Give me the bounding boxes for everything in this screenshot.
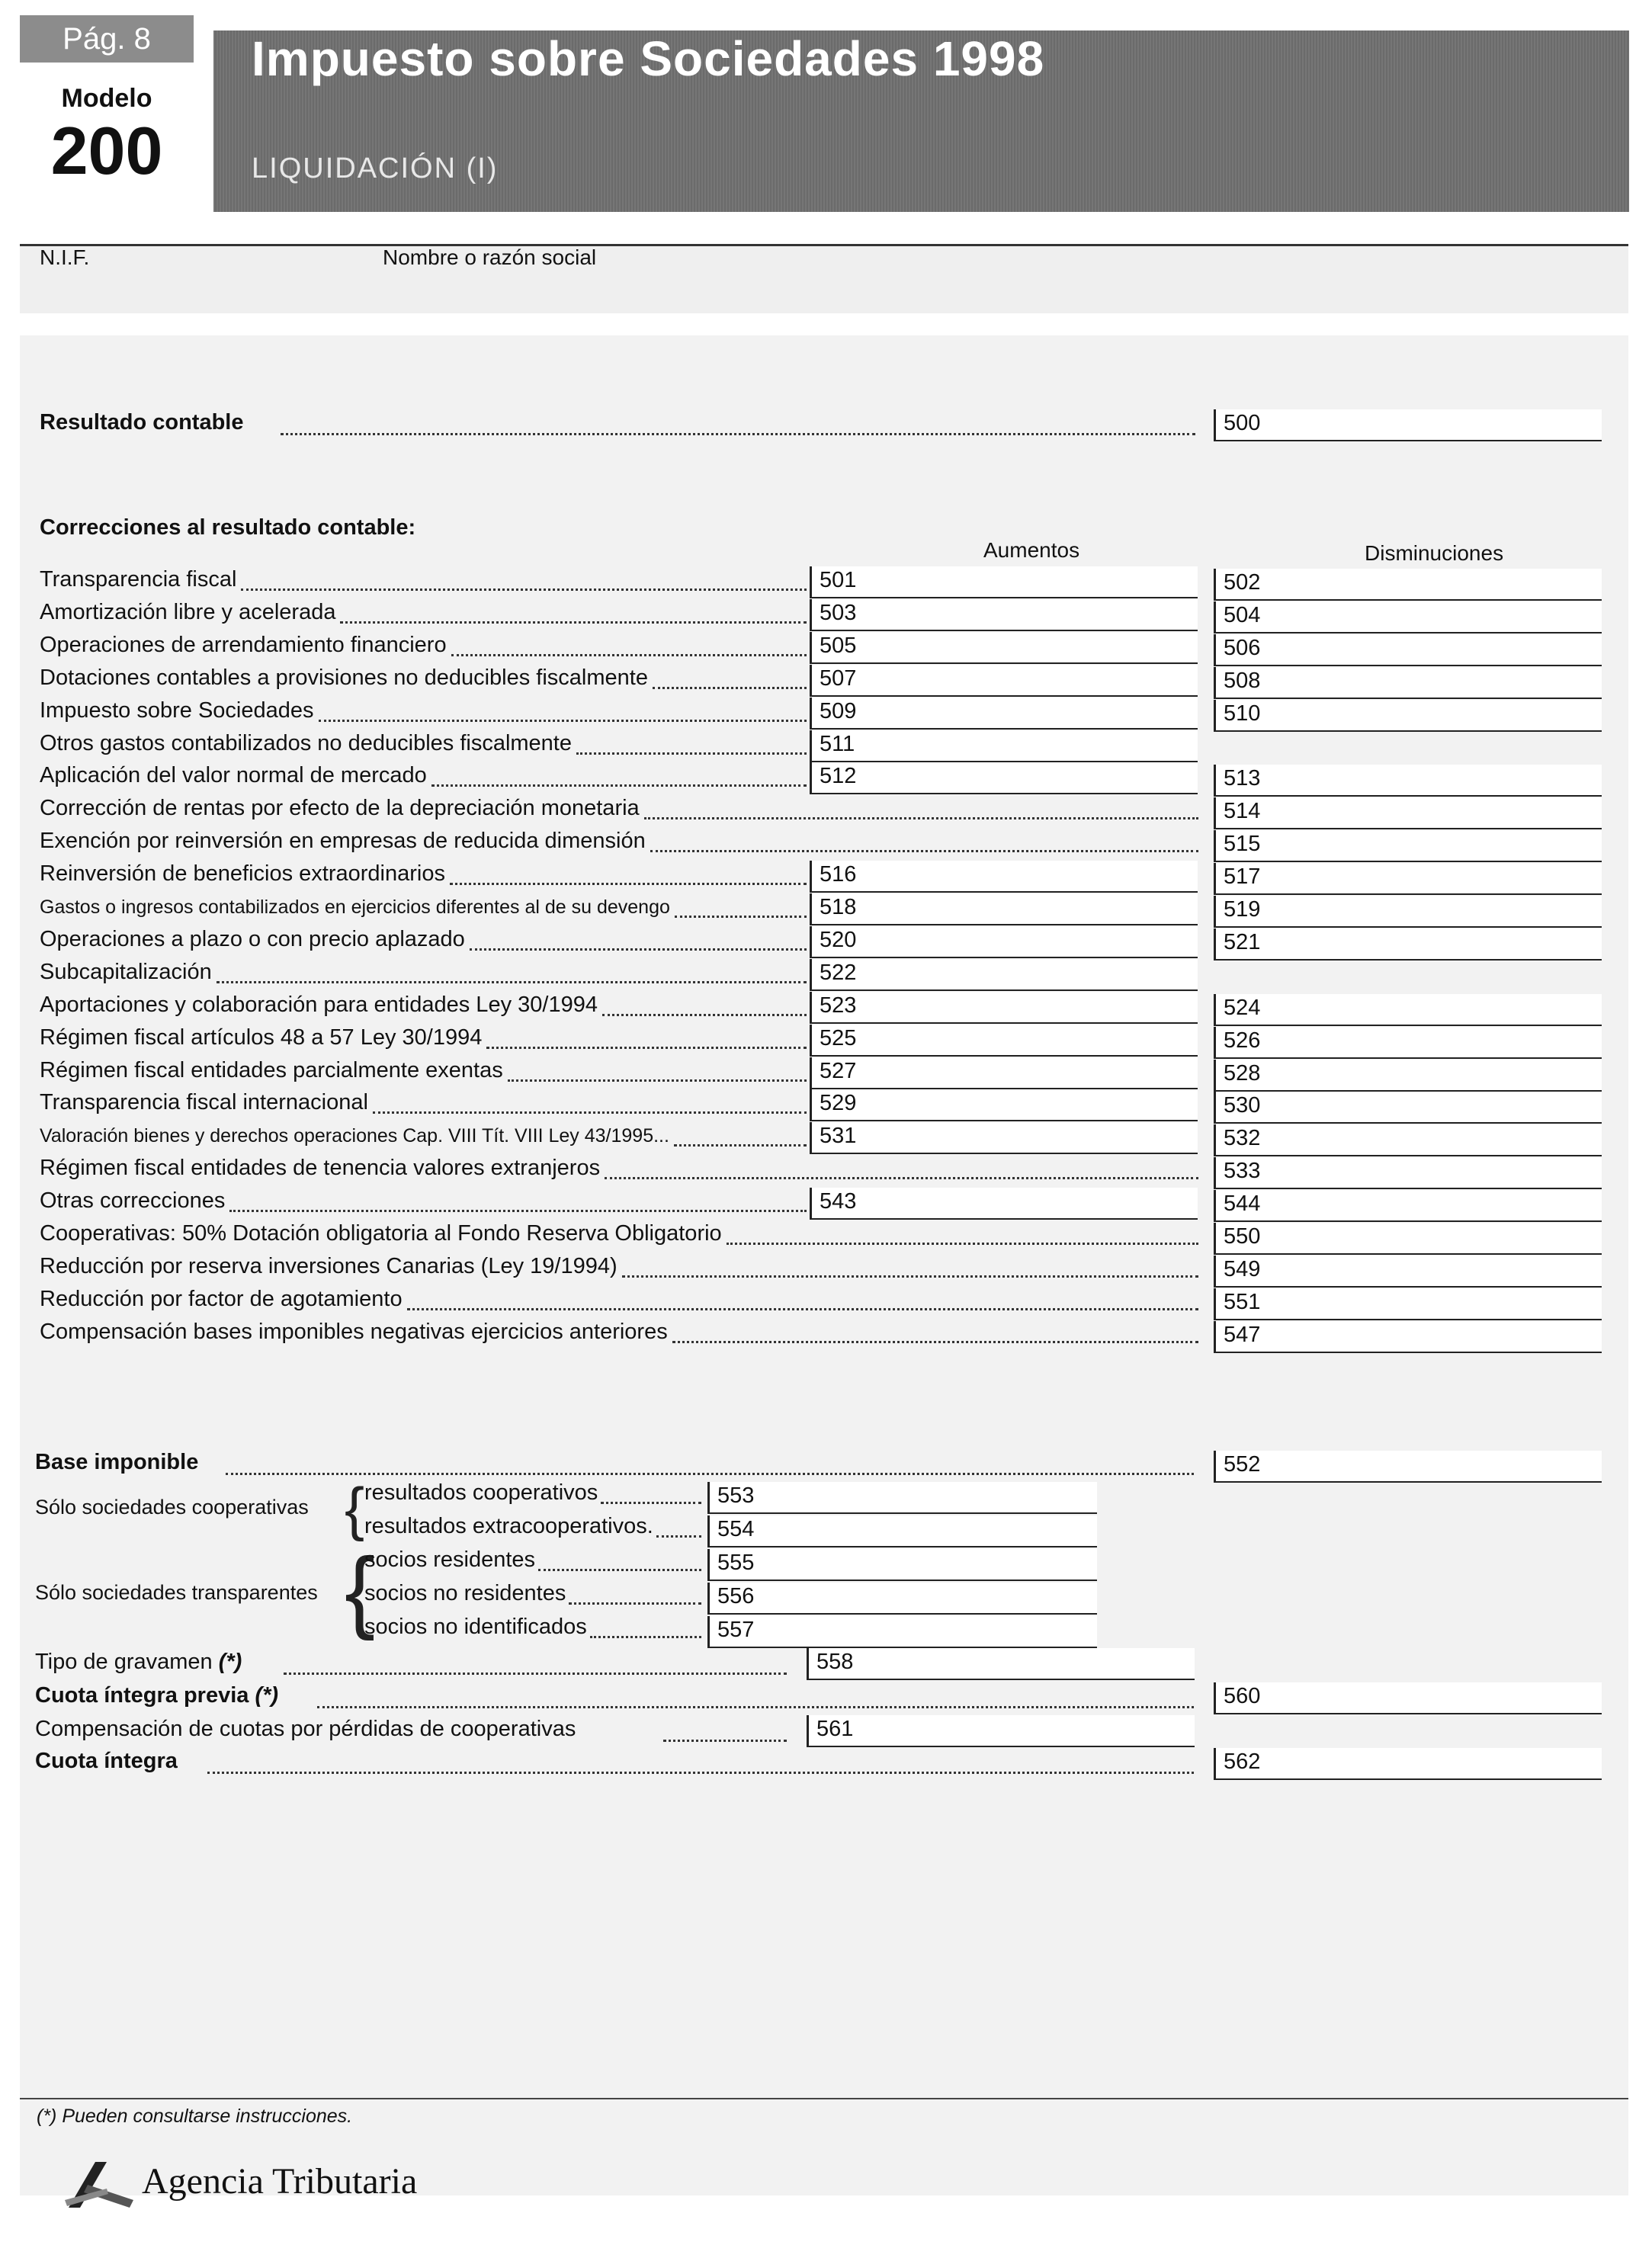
field-533[interactable] — [1214, 1157, 1602, 1189]
dot-leader — [226, 1473, 1194, 1475]
box-code: 505 — [820, 633, 857, 658]
field-508[interactable] — [1214, 667, 1602, 699]
dot-leader — [644, 817, 1198, 819]
dot-leader — [281, 433, 1195, 435]
field-521[interactable] — [1214, 928, 1602, 961]
dot-leader — [284, 1673, 787, 1675]
brace: { — [345, 1539, 376, 1641]
field-557[interactable] — [707, 1616, 1097, 1648]
dot-leader — [650, 850, 1198, 852]
dot-leader — [590, 1636, 701, 1638]
dot-leader — [508, 1079, 807, 1082]
correccion-label: Cooperativas: 50% Dotación obligatoria al Fondo Reserva Obligatorio — [40, 1221, 722, 1246]
field-560[interactable] — [1214, 1682, 1602, 1714]
field-509[interactable] — [810, 698, 1198, 730]
dot-leader — [622, 1275, 1198, 1278]
field-507[interactable] — [810, 665, 1198, 697]
name-field[interactable] — [381, 279, 1601, 308]
dot-leader — [217, 981, 807, 983]
correccion-label: Reducción por factor de agotamiento — [40, 1287, 403, 1311]
box-code: 517 — [1224, 864, 1261, 889]
field-511[interactable] — [810, 730, 1198, 762]
correccion-label: Impuesto sobre Sociedades — [40, 698, 314, 723]
box-code: 522 — [820, 961, 857, 985]
dot-leader — [407, 1308, 1198, 1310]
correccion-label: Dotaciones contables a provisiones no deducibles fiscalmente — [40, 665, 648, 690]
dot-leader — [319, 720, 807, 722]
correccion-label: Operaciones a plazo o con precio aplazado — [40, 927, 465, 951]
box-code: 513 — [1224, 766, 1261, 791]
base-label: Base imponible — [35, 1450, 199, 1474]
box-code: 560 — [1224, 1684, 1261, 1708]
name-label: Nombre o razón social — [383, 245, 597, 269]
box-code: 562 — [1224, 1749, 1261, 1774]
box-code: 530 — [1224, 1093, 1261, 1118]
box-code: 500 — [1224, 411, 1261, 435]
correccion-label: Régimen fiscal entidades parcialmente exentas — [40, 1058, 503, 1082]
dot-leader — [373, 1111, 807, 1114]
box-code: 526 — [1224, 1028, 1261, 1053]
correccion-label: Gastos o ingresos contabilizados en ejercicios diferentes al de su devengo — [40, 896, 670, 918]
field-522[interactable] — [810, 959, 1198, 991]
dot-leader — [674, 1144, 807, 1147]
dot-leader — [601, 1502, 701, 1504]
field-512[interactable] — [810, 762, 1198, 794]
brace: { — [345, 1475, 365, 1542]
field-549[interactable] — [1214, 1256, 1602, 1288]
box-code: 514 — [1224, 799, 1261, 823]
field-519[interactable] — [1214, 896, 1602, 928]
box-code: 547 — [1224, 1323, 1261, 1347]
tipo-mark: (*) — [218, 1650, 242, 1674]
transp-label: Sólo sociedades transparentes — [35, 1581, 318, 1604]
field-520[interactable] — [810, 926, 1198, 958]
box-code: 529 — [820, 1091, 857, 1115]
modelo-label: Modelo — [61, 84, 152, 113]
agency-logo-icon — [61, 2154, 137, 2219]
box-code: 501 — [820, 568, 857, 592]
box-code: 518 — [820, 895, 857, 919]
correccion-label: Transparencia fiscal internacional — [40, 1090, 368, 1114]
box-code: 511 — [820, 732, 855, 756]
field-532[interactable] — [1214, 1124, 1602, 1156]
dot-leader — [605, 1177, 1198, 1179]
box-code: 523 — [820, 993, 857, 1018]
field-518[interactable] — [810, 893, 1198, 925]
field-527[interactable] — [810, 1057, 1198, 1089]
correccion-label: Aplicación del valor normal de mercado — [40, 763, 427, 787]
dot-leader — [241, 589, 807, 591]
dot-leader — [727, 1243, 1198, 1245]
box-code: 549 — [1224, 1257, 1261, 1281]
box-code: 555 — [717, 1551, 755, 1575]
field-528[interactable] — [1214, 1060, 1602, 1092]
box-code: 556 — [717, 1584, 755, 1608]
field-561[interactable] — [807, 1715, 1195, 1747]
page-title: Impuesto sobre Sociedades 1998 — [252, 31, 1045, 86]
box-code: 508 — [1224, 669, 1261, 693]
sub-label: socios residentes — [364, 1547, 536, 1572]
dot-leader — [470, 948, 807, 951]
dot-leader — [538, 1569, 701, 1571]
correccion-label: Régimen fiscal entidades de tenencia valores extranjeros — [40, 1156, 601, 1180]
dot-leader — [451, 654, 807, 656]
footer-divider — [20, 2098, 1628, 2099]
correccion-label: Transparencia fiscal — [40, 567, 237, 592]
nif-field[interactable] — [30, 279, 335, 308]
box-code: 532 — [1224, 1126, 1261, 1150]
correccion-label: Otros gastos contabilizados no deducibles fiscalmente — [40, 731, 572, 755]
agency-name: Agencia Tributaria — [142, 2161, 418, 2202]
field-514[interactable] — [1214, 797, 1602, 829]
field-544[interactable] — [1214, 1190, 1602, 1222]
box-code: 553 — [717, 1483, 755, 1508]
box-code: 543 — [820, 1189, 857, 1214]
correccion-label: Reinversión de beneficios extraordinarios — [40, 861, 445, 886]
field-500[interactable] — [1214, 409, 1602, 441]
correccion-label: Operaciones de arrendamiento financiero — [40, 633, 447, 657]
field-504[interactable] — [1214, 601, 1602, 633]
correccion-label: Reducción por reserva inversiones Canarias (Ley 19/1994) — [40, 1254, 617, 1278]
correccion-label: Amortización libre y acelerada — [40, 600, 336, 624]
correccion-label: Régimen fiscal artículos 48 a 57 Ley 30/1994 — [40, 1025, 483, 1050]
col-disminuciones: Disminuciones — [1365, 541, 1504, 565]
box-code: 512 — [820, 764, 857, 788]
box-code: 502 — [1224, 570, 1261, 595]
field-553[interactable] — [707, 1482, 1097, 1514]
field-543[interactable] — [810, 1188, 1198, 1220]
box-code: 557 — [717, 1618, 755, 1642]
field-552[interactable] — [1214, 1451, 1602, 1483]
page-subtitle: LIQUIDACIÓN (I) — [252, 152, 499, 184]
correccion-label: Valoración bienes y derechos operaciones Cap. VIII Tít. VIII Ley 43/1995... — [40, 1125, 669, 1147]
nif-label: N.I.F. — [40, 245, 90, 269]
field-554[interactable] — [707, 1515, 1097, 1547]
box-code: 510 — [1224, 701, 1261, 726]
box-code: 504 — [1224, 603, 1261, 627]
page-number-badge: Pág. 8 — [20, 15, 194, 63]
box-code: 552 — [1224, 1452, 1261, 1477]
field-501[interactable] — [810, 566, 1198, 598]
dot-leader — [576, 752, 807, 755]
dot-leader — [663, 1740, 787, 1742]
dot-leader — [317, 1706, 1194, 1708]
tipo-text: Tipo de gravamen — [35, 1650, 213, 1674]
dot-leader — [431, 784, 807, 787]
box-code: 521 — [1224, 930, 1261, 954]
field-502[interactable] — [1214, 569, 1602, 601]
dot-leader — [675, 916, 807, 918]
field-516[interactable] — [810, 861, 1198, 893]
correccion-label: Corrección de rentas por efecto de la depreciación monetaria — [40, 796, 640, 820]
field-529[interactable] — [810, 1089, 1198, 1121]
field-517[interactable] — [1214, 863, 1602, 895]
field-526[interactable] — [1214, 1027, 1602, 1059]
dot-leader — [229, 1210, 807, 1212]
previa-mark: (*) — [255, 1683, 279, 1708]
integra-label: Cuota íntegra — [35, 1749, 178, 1773]
dot-leader — [207, 1772, 1194, 1774]
dot-leader — [656, 1535, 701, 1538]
box-code: 509 — [820, 699, 857, 723]
box-code: 561 — [816, 1717, 854, 1741]
dot-leader — [653, 687, 807, 689]
field-562[interactable] — [1214, 1748, 1602, 1780]
field-524[interactable] — [1214, 994, 1602, 1026]
field-525[interactable] — [810, 1025, 1198, 1057]
dot-leader — [672, 1341, 1198, 1343]
coop-label: Sólo sociedades cooperativas — [35, 1496, 309, 1519]
correccion-label: Otras correcciones — [40, 1188, 226, 1213]
box-code: 519 — [1224, 897, 1261, 922]
box-code: 551 — [1224, 1290, 1261, 1314]
box-code: 524 — [1224, 996, 1261, 1020]
correccion-label: Aportaciones y colaboración para entidades Ley 30/1994 — [40, 993, 598, 1017]
field-556[interactable] — [707, 1583, 1097, 1615]
box-code: 507 — [820, 666, 857, 691]
field-503[interactable] — [810, 599, 1198, 631]
box-code: 506 — [1224, 636, 1261, 660]
field-505[interactable] — [810, 632, 1198, 664]
field-547[interactable] — [1214, 1321, 1602, 1353]
dot-leader — [486, 1047, 807, 1049]
box-code: 520 — [820, 928, 857, 952]
correccion-label: Exención por reinversión en empresas de reducida dimensión — [40, 829, 646, 853]
dot-leader — [340, 621, 807, 624]
sub-label: socios no residentes — [364, 1581, 566, 1605]
field-515[interactable] — [1214, 830, 1602, 862]
sub-label: socios no identificados — [364, 1615, 587, 1639]
sub-label: resultados cooperativos — [364, 1480, 598, 1505]
dot-leader — [569, 1602, 701, 1605]
box-code: 503 — [820, 601, 857, 625]
box-code: 544 — [1224, 1191, 1261, 1216]
dot-leader — [602, 1014, 807, 1016]
box-code: 525 — [820, 1026, 857, 1050]
box-code: 558 — [816, 1650, 854, 1674]
box-code: 528 — [1224, 1061, 1261, 1086]
correcciones-title: Correcciones al resultado contable: — [40, 515, 416, 540]
box-code: 531 — [820, 1124, 857, 1148]
box-code: 554 — [717, 1517, 755, 1541]
box-code: 550 — [1224, 1224, 1261, 1249]
tipo-label — [35, 1650, 242, 1675]
field-513[interactable] — [1214, 765, 1602, 797]
field-523[interactable] — [810, 992, 1198, 1024]
modelo-number: 200 — [50, 113, 163, 188]
correccion-label: Compensación bases imponibles negativas ejercicios anteriores — [40, 1320, 668, 1344]
box-code: 516 — [820, 862, 857, 887]
comp-label: Compensación de cuotas por pérdidas de cooperativas — [35, 1717, 576, 1741]
footnote: (*) Pueden consultarse instrucciones. — [37, 2105, 353, 2127]
field-551[interactable] — [1214, 1288, 1602, 1320]
field-558[interactable] — [807, 1648, 1195, 1680]
previa-label — [35, 1683, 278, 1708]
box-code: 515 — [1224, 832, 1261, 856]
col-aumentos: Aumentos — [983, 538, 1080, 562]
field-555[interactable] — [707, 1549, 1097, 1581]
field-531[interactable] — [810, 1122, 1198, 1154]
box-code: 527 — [820, 1059, 857, 1083]
field-506[interactable] — [1214, 634, 1602, 666]
correccion-label: Subcapitalización — [40, 960, 212, 984]
field-530[interactable] — [1214, 1092, 1602, 1124]
sub-label: resultados extracooperativos. — [364, 1514, 653, 1538]
box-code: 533 — [1224, 1159, 1261, 1183]
field-550[interactable] — [1214, 1223, 1602, 1255]
resultado-label: Resultado contable — [40, 410, 244, 435]
previa-text: Cuota íntegra previa — [35, 1683, 249, 1708]
dot-leader — [450, 883, 807, 885]
field-510[interactable] — [1214, 700, 1602, 732]
